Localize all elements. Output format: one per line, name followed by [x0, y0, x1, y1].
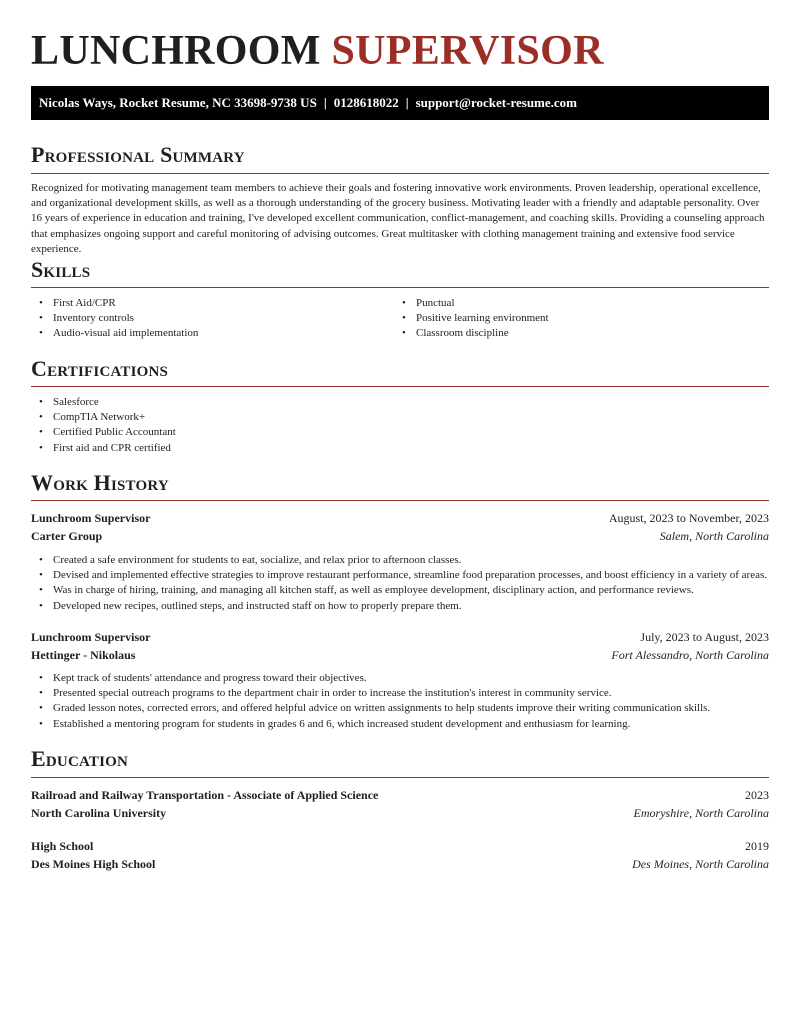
summary-text: Recognized for motivating management team members to achieve their goals and fostering innovative work environments. Proven leadership, operational excellence, and organizational development skills, as well as a thorough understanding of the grocery business. Motivating leader with a friendly and adaptable personality. Over 16 years of experience in education and training, I've developed excellent communication, conflict-management, and coaching skills. Providing a counseling approach that emphasizes ongoing support and careful monitoring of advising outcomes. Great multitasker with clothing management training and extensive food service experience.	[31, 182, 765, 255]
education-header	[31, 786, 769, 804]
section-divider	[31, 386, 769, 387]
section-title-summary: Professional Summary	[31, 142, 245, 167]
job-company: Carter Group	[31, 529, 103, 543]
education-header	[31, 837, 769, 855]
job-bullets	[31, 553, 767, 614]
job-subheader	[31, 646, 769, 664]
skill-item: • Positive learning environment	[394, 311, 549, 326]
section-title-education: Education	[31, 746, 129, 771]
job-location: Salem, North Carolina	[659, 529, 769, 543]
education-degree: Railroad and Railway Transportation - Associate of Applied Science	[31, 788, 379, 802]
certification-item: • First aid and CPR certified	[31, 441, 176, 456]
certification-item: • Salesforce	[31, 395, 176, 410]
job-bullet: • Established a mentoring program for students in grades 6 and 6, which increased student development and enthusiasm for learning.	[31, 717, 710, 732]
job-dates: August, 2023 to November, 2023	[608, 511, 769, 525]
job-bullet: • Devised and implemented effective strategies to improve restaurant performance, streamline food preparation processes, and boost efficiency in a variety of areas.	[31, 568, 767, 583]
education-location: Des Moines, North Carolina	[632, 857, 769, 871]
certification-item: • Certified Public Accountant	[31, 425, 176, 440]
job-header	[31, 628, 769, 646]
contact-phone: 0128618022	[333, 95, 399, 110]
skills-list-left	[31, 296, 198, 342]
title-first-word: LUNCHROOM	[31, 28, 321, 74]
skill-item: • Punctual	[394, 296, 549, 311]
title-second-word: SUPERVISOR	[331, 28, 604, 74]
section-title-certifications: Certifications	[31, 356, 169, 381]
education-year: 2023	[745, 788, 769, 802]
contact-separator: |	[323, 95, 327, 110]
contact-email: support@rocket-resume.com	[415, 95, 578, 110]
education-location: Emoryshire, North Carolina	[633, 806, 769, 820]
job-location: Fort Alessandro, North Carolina	[611, 648, 769, 662]
certifications-list	[31, 395, 176, 456]
section-divider	[31, 173, 769, 174]
certification-item: • CompTIA Network+	[31, 410, 176, 425]
job-bullet: • Kept track of students' attendance and progress toward their objectives.	[31, 671, 710, 686]
skill-item: • Audio-visual aid implementation	[31, 326, 198, 341]
contact-address: Nicolas Ways, Rocket Resume, NC 33698-9738 US	[39, 95, 317, 110]
resume-title	[31, 26, 604, 76]
job-bullet: • Created a safe environment for students to eat, socialize, and relax prior to afternoon classes.	[31, 553, 767, 568]
education-subheader	[31, 855, 769, 873]
section-title-work: Work History	[31, 470, 169, 495]
contact-separator: |	[405, 95, 409, 110]
skill-item: • First Aid/CPR	[31, 296, 198, 311]
education-year: 2019	[745, 839, 769, 853]
education-school: North Carolina University	[31, 806, 167, 820]
job-subheader	[31, 527, 769, 545]
job-bullet: • Was in charge of hiring, training, and managing all kitchen staff, as well as employee development, disciplinary action, and performance reviews.	[31, 583, 767, 598]
job-bullet: • Presented special outreach programs to the department chair in order to increase the institution's interest in community service.	[31, 686, 710, 701]
education-subheader	[31, 804, 769, 822]
job-dates: July, 2023 to August, 2023	[640, 630, 769, 644]
job-bullets	[31, 671, 710, 732]
section-title-skills: Skills	[31, 257, 91, 282]
section-divider	[31, 500, 769, 501]
skill-item: • Inventory controls	[31, 311, 198, 326]
education-degree: High School	[31, 839, 94, 853]
section-divider	[31, 777, 769, 778]
job-header	[31, 509, 769, 527]
job-position: Lunchroom Supervisor	[31, 630, 151, 644]
education-school: Des Moines High School	[31, 857, 156, 871]
job-bullet: • Graded lesson notes, corrected errors, and offered helpful advice on written assignments to help students improve their writing communication skills.	[31, 701, 710, 716]
contact-bar	[31, 86, 769, 120]
job-bullet: • Developed new recipes, outlined steps, and instructed staff on how to properly prepare them.	[31, 599, 767, 614]
job-company: Hettinger - Nikolaus	[31, 648, 136, 662]
skills-list-right	[394, 296, 549, 342]
job-position: Lunchroom Supervisor	[31, 511, 151, 525]
skill-item: • Classroom discipline	[394, 326, 549, 341]
section-divider	[31, 287, 769, 288]
